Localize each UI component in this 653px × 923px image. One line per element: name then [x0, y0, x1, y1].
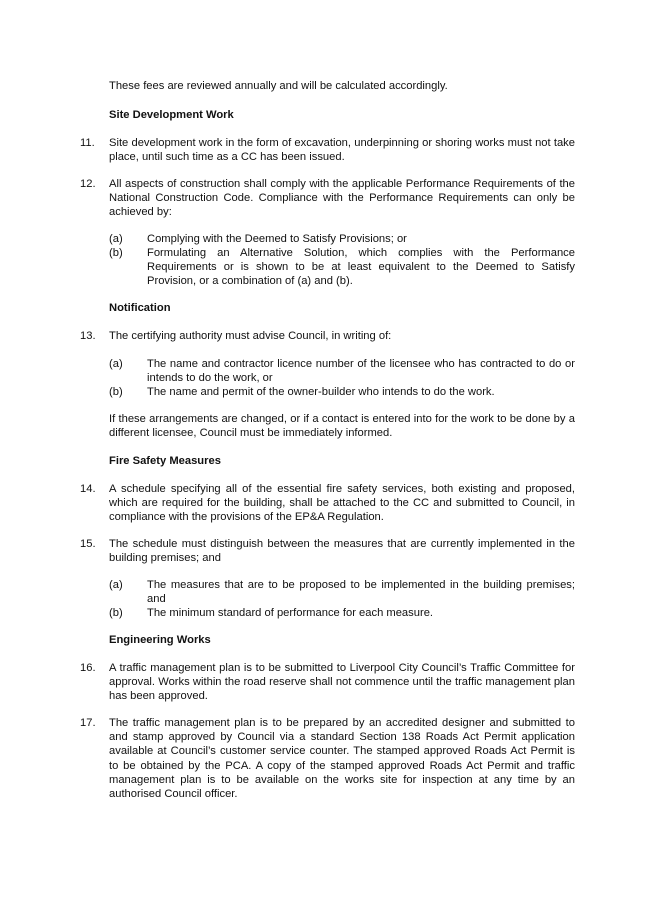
condition-16: [80, 661, 575, 704]
condition-11: [80, 136, 575, 164]
heading-notification: Notification: [109, 302, 171, 314]
condition-15: [80, 537, 575, 565]
condition-15-a: [109, 578, 575, 606]
condition-12-a: [109, 232, 575, 246]
condition-15-b: [109, 606, 575, 620]
heading-site-development: Site Development Work: [109, 109, 234, 121]
subitem-label: (a): [109, 358, 123, 370]
condition-text: All aspects of construction shall comply with the applicable Performance Requirements of the National Construction Code. Compliance with the Performance Requirements can only be achieved by:: [109, 178, 575, 219]
subitem-text: The name and permit of the owner-builder who intends to do the work.: [147, 386, 495, 398]
condition-number: 11.: [80, 137, 95, 149]
condition-13-a: [109, 357, 575, 385]
condition-text: The certifying authority must advise Council, in writing of:: [109, 330, 392, 342]
condition-text: A schedule specifying all of the essential fire safety services, both existing and proposed, which are required for the building, shall be attached to the CC and submitted to Council, in compliance with the provisions of the EP&A Regulation.: [109, 483, 575, 524]
condition-number: 13.: [80, 330, 96, 342]
condition-14: [80, 482, 575, 525]
heading-engineering: Engineering Works: [109, 634, 211, 646]
subitem-text: The measures that are to be proposed to be implemented in the building premises; and: [147, 579, 575, 606]
subitem-label: (b): [109, 607, 123, 619]
condition-12: [80, 177, 575, 220]
subitem-text: Formulating an Alternative Solution, which complies with the Performance Requirements or is shown to be at least equivalent to the Deemed to Satisfy Provision, or a combination of (a) and (b).: [147, 247, 575, 288]
condition-text: The traffic management plan is to be prepared by an accredited designer and submitted to and stamp approved by Council via a standard Section 138 Roads Act Permit application available at Council’s customer service counter. The stamped approved Roads Act Permit is to be obtained by the PCA. A copy of the stamped approved Roads Act Permit and traffic management plan is to be available on the works site for inspection at any time by an authorised Council officer.: [109, 717, 575, 801]
condition-number: 16.: [80, 662, 96, 674]
condition-number: 15.: [80, 538, 96, 550]
subitem-label: (b): [109, 247, 123, 259]
condition-13: [80, 329, 575, 343]
heading-fire-safety: Fire Safety Measures: [109, 455, 221, 467]
condition-13-b: [109, 385, 575, 399]
condition-text: A traffic management plan is to be submitted to Liverpool City Council’s Traffic Committee for approval. Works within the road reserve shall not commence until the traffic management plan has been approved.: [109, 662, 575, 703]
subitem-label: (b): [109, 386, 123, 398]
condition-12-b: [109, 246, 575, 289]
subitem-label: (a): [109, 579, 123, 591]
intro-paragraph: These fees are reviewed annually and will be calculated accordingly.: [109, 80, 448, 92]
condition-number: 14.: [80, 483, 96, 495]
subitem-text: The name and contractor licence number of the licensee who has contracted to do or intends to do the work, or: [147, 358, 575, 385]
subitem-text: The minimum standard of performance for each measure.: [147, 607, 434, 619]
subitem-text: Complying with the Deemed to Satisfy Provisions; or: [147, 233, 407, 245]
condition-number: 17.: [80, 717, 96, 729]
condition-number: 12.: [80, 178, 96, 190]
condition-13-note: If these arrangements are changed, or if a contact is entered into for the work to be done by a different licensee, Council must be immediately informed.: [109, 413, 575, 440]
condition-text: The schedule must distinguish between the measures that are currently implemented in the building premises; and: [109, 538, 575, 565]
condition-text: Site development work in the form of excavation, underpinning or shoring works must not take place, until such time as a CC has been issued.: [109, 137, 575, 164]
condition-17: [80, 716, 575, 801]
subitem-label: (a): [109, 233, 123, 245]
